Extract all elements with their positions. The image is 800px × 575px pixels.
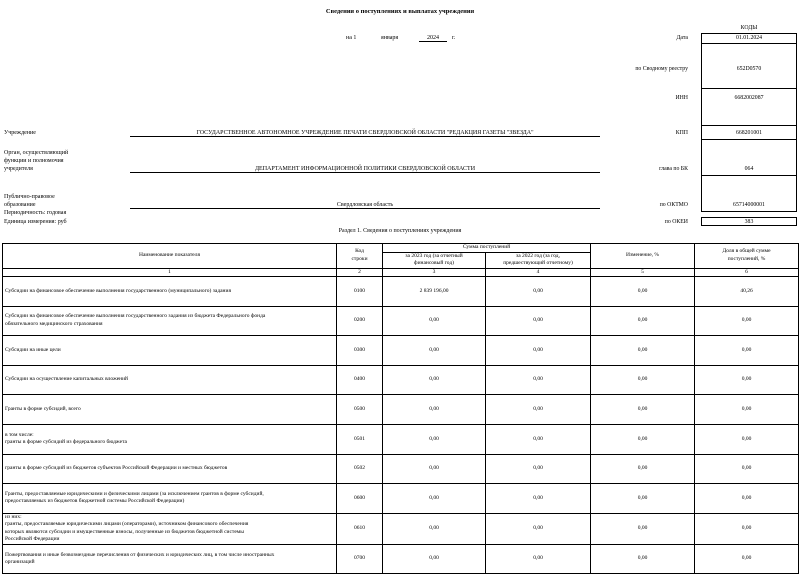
founder-label-2: функции и полномочия <box>4 158 64 164</box>
head-share-2: поступлений, % <box>727 255 766 262</box>
row-code: 0501 <box>337 424 383 454</box>
row-name-line: предоставляемых из бюджетов бюджетной системы Российской Федерации) <box>5 498 185 505</box>
row-prev: 0,00 <box>486 454 591 484</box>
row-change: 0,00 <box>591 424 695 454</box>
row-change: 0,00 <box>591 365 695 395</box>
oktmo-label: по ОКТМО <box>659 202 688 208</box>
row-code: 0600 <box>337 484 383 514</box>
receipts-table <box>2 243 799 574</box>
codes-line <box>701 125 797 126</box>
okei-label: по ОКЕИ <box>664 219 688 225</box>
head-name: Наименование показателя <box>3 244 337 269</box>
inn-label: ИНН <box>675 95 688 101</box>
date-month: января <box>381 35 399 41</box>
institution-value: ГОСУДАРСТВЕННОЕ АВТОНОМНОЕ УЧРЕЖДЕНИЕ ПЕЧАТИ СВЕРДЛОВСКОЙ ОБЛАСТИ "РЕДАКЦИЯ ГАЗЕТЫ "ЗВЕЗДА" <box>130 130 600 137</box>
row-share: 0,00 <box>695 454 799 484</box>
row-name-line: организаций <box>5 559 35 566</box>
row-share: 0,00 <box>695 544 799 574</box>
table-row <box>3 336 799 366</box>
row-name-line: Гранты, предоставляемые юридическими и физическими лицами (за исключением грантов в форме субсидий, <box>5 490 264 497</box>
row-change: 0,00 <box>591 306 695 336</box>
row-name <box>3 484 337 514</box>
head-prev-1: за 2022 год (за год, <box>516 252 560 259</box>
row-name-line: гранты в форме субсидий из бюджетов субъектов Российской Федерации и местных бюджетов <box>5 465 228 472</box>
row-name-line: Российской Федерации <box>5 536 60 543</box>
row-prev: 0,00 <box>486 395 591 425</box>
row-code: 0700 <box>337 544 383 574</box>
row-code: 0502 <box>337 454 383 484</box>
codes-line <box>701 43 797 44</box>
head-share-1: Доля в общей сумме <box>722 248 771 255</box>
table-row <box>3 277 799 307</box>
table-row <box>3 484 799 514</box>
table-row <box>3 306 799 336</box>
col-num: 5 <box>591 268 695 277</box>
row-share: 0,00 <box>695 513 799 544</box>
row-name-line: в том числе: <box>5 431 34 438</box>
registry-value: 652D0570 <box>736 66 762 72</box>
table-row <box>3 395 799 425</box>
report-title: Сведения о поступлениях и выплатах учреждения <box>325 8 475 15</box>
row-cur: 0,00 <box>383 513 486 544</box>
founder-label-3: учредителя <box>4 166 33 172</box>
row-name-line: Гранты в форме субсидий, всего <box>5 405 81 412</box>
row-cur: 0,00 <box>383 484 486 514</box>
head-change: Изменение, % <box>591 244 695 269</box>
head-code <box>337 244 383 269</box>
row-change: 0,00 <box>591 544 695 574</box>
col-num: 2 <box>337 268 383 277</box>
row-name-line: Субсидии на осуществление капитальных вложений <box>5 376 128 383</box>
head-sum: Сумма поступлений <box>383 244 591 253</box>
row-name <box>3 365 337 395</box>
col-num: 6 <box>695 268 799 277</box>
row-share: 40,26 <box>695 277 799 307</box>
date-year: 2024 <box>419 35 447 42</box>
row-name <box>3 306 337 336</box>
row-name <box>3 513 337 544</box>
row-cur: 0,00 <box>383 424 486 454</box>
head-current-year <box>383 252 486 268</box>
row-prev: 0,00 <box>486 336 591 366</box>
row-cur: 0,00 <box>383 454 486 484</box>
row-name-line: Субсидии на иные цели <box>5 346 61 353</box>
public-label-1: Публично-правовое <box>4 194 55 200</box>
codes-line <box>701 33 797 34</box>
row-name-line: обязательного медицинского страхования <box>5 320 103 327</box>
row-share: 0,00 <box>695 484 799 514</box>
codes-line <box>701 175 797 176</box>
row-name <box>3 277 337 307</box>
row-name-line: Субсидии на финансовое обеспечение выполнения государственного (муниципального) задания <box>5 287 231 294</box>
inn-value: 6682002087 <box>734 95 764 101</box>
kpp-label: КПП <box>675 130 688 136</box>
codes-column <box>701 33 797 211</box>
row-change: 0,00 <box>591 277 695 307</box>
row-change: 0,00 <box>591 395 695 425</box>
row-share: 0,00 <box>695 306 799 336</box>
row-cur: 2 839 196,00 <box>383 277 486 307</box>
head-share <box>695 244 799 269</box>
registry-label: по Сводному реестру <box>635 66 688 72</box>
date-code-value: 01.01.2024 <box>735 35 763 41</box>
row-name-line: из них: <box>5 513 22 520</box>
date-prefix: на 1 <box>346 35 357 41</box>
row-prev: 0,00 <box>486 544 591 574</box>
row-cur: 0,00 <box>383 306 486 336</box>
row-name-line: гранты в форме субсидий из федерального бюджета <box>5 439 128 446</box>
codes-line <box>701 139 797 140</box>
row-change: 0,00 <box>591 484 695 514</box>
row-cur: 0,00 <box>383 395 486 425</box>
row-prev: 0,00 <box>486 424 591 454</box>
row-name <box>3 336 337 366</box>
row-name-line: Пожертвования и иные безвозмездные перечисления от физических и юридических лиц, в том числе иностранных <box>5 551 275 558</box>
codes-heading: КОДЫ <box>740 25 758 31</box>
codes-line <box>701 211 797 212</box>
institution-label: Учреждение <box>4 130 36 136</box>
row-cur: 0,00 <box>383 365 486 395</box>
public-label-2: образование <box>4 202 36 208</box>
row-share: 0,00 <box>695 365 799 395</box>
row-cur: 0,00 <box>383 336 486 366</box>
col-num: 3 <box>383 268 486 277</box>
table-row <box>3 544 799 574</box>
okei-value: 383 <box>701 217 797 226</box>
head-previous-year <box>486 252 591 268</box>
row-prev: 0,00 <box>486 513 591 544</box>
row-name <box>3 544 337 574</box>
table-row <box>3 513 799 544</box>
row-code: 0610 <box>337 513 383 544</box>
row-name-line: гранты, предоставляемые юридическими лицами (операторами), источником финансового обеспечения <box>5 521 249 528</box>
head-cur-1: за 2023 год (за отчетный <box>405 252 463 259</box>
table-row <box>3 454 799 484</box>
head-code-2: строки <box>351 255 368 262</box>
table-row <box>3 365 799 395</box>
row-name <box>3 454 337 484</box>
unit: Единица измерения: руб <box>4 219 67 225</box>
row-code: 0200 <box>337 306 383 336</box>
bk-label: глава по БК <box>659 166 688 172</box>
row-name <box>3 424 337 454</box>
row-share: 0,00 <box>695 336 799 366</box>
head-code-1: Код <box>355 248 364 255</box>
row-change: 0,00 <box>591 336 695 366</box>
head-cur-2: финансовый год) <box>414 260 454 266</box>
founder-value: ДЕПАРТАМЕНТ ИНФОРМАЦИОННОЙ ПОЛИТИКИ СВЕРДЛОВСКОЙ ОБЛАСТИ <box>130 166 600 173</box>
head-prev-2: предшествующий отчетному) <box>503 260 573 266</box>
row-cur: 0,00 <box>383 544 486 574</box>
periodicity: Периодичность: годовая <box>4 210 67 216</box>
row-code: 0300 <box>337 336 383 366</box>
date-label: Дата <box>676 35 688 41</box>
column-numbers-row <box>3 268 799 277</box>
row-prev: 0,00 <box>486 277 591 307</box>
col-num: 4 <box>486 268 591 277</box>
founder-label-1: Орган, осуществляющий <box>4 150 69 156</box>
date-year-suffix: г. <box>452 35 456 41</box>
row-prev: 0,00 <box>486 306 591 336</box>
public-value: Свердловская область <box>130 202 600 209</box>
row-name-line: которых являются субсидии и имущественные взносы, полученные из бюджетов бюджетной системы <box>5 528 244 535</box>
col-num: 1 <box>3 268 337 277</box>
row-share: 0,00 <box>695 424 799 454</box>
codes-line <box>701 88 797 89</box>
kpp-value: 668201001 <box>735 130 763 136</box>
row-share: 0,00 <box>695 395 799 425</box>
table-row <box>3 424 799 454</box>
row-code: 0400 <box>337 365 383 395</box>
row-code: 0500 <box>337 395 383 425</box>
row-name <box>3 395 337 425</box>
row-change: 0,00 <box>591 454 695 484</box>
row-name-line: Субсидии на финансовое обеспечение выполнения государственного задания из бюджета Федерального фонда <box>5 313 266 320</box>
row-change: 0,00 <box>591 513 695 544</box>
oktmo-value: 65714000001 <box>733 202 765 208</box>
row-code: 0100 <box>337 277 383 307</box>
row-prev: 0,00 <box>486 365 591 395</box>
section-title: Раздел 1. Сведения о поступлениях учреждения <box>338 228 462 234</box>
bk-value: 064 <box>744 166 754 172</box>
row-prev: 0,00 <box>486 484 591 514</box>
